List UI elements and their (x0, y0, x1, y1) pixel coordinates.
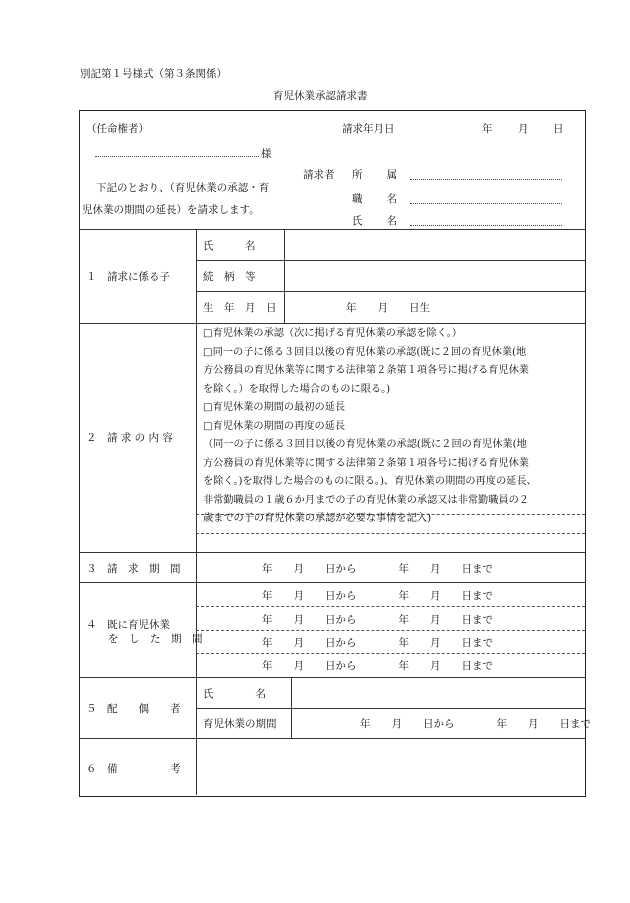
date-year: 年 (482, 123, 493, 135)
divider (79, 229, 585, 230)
appointer-label: （任命権者） (86, 123, 149, 135)
content-line: □同一の子に係る３回目以後の育児休業の承認(既に２回の育児休業(地 (203, 346, 527, 358)
requester-label: 請求者 (303, 169, 335, 181)
name-line (410, 225, 562, 226)
entry-line (196, 653, 585, 654)
affiliation-line (410, 179, 562, 180)
request-content (203, 325, 537, 529)
section1-label: １ 請求に係る子 (86, 271, 170, 283)
addressee-line (95, 156, 259, 157)
name-label: 氏 名 (352, 215, 398, 227)
divider (79, 738, 585, 739)
divider (196, 708, 585, 709)
form-number-label: 別記第１号様式（第３条関係） (80, 68, 227, 80)
content-line: □育児休業の期間の最初の延長 (203, 402, 346, 413)
past-period-row: 年 月 日から 年 月 日まで (262, 614, 493, 626)
spouse-period-label: 育児休業の期間 (203, 718, 277, 730)
column-divider (196, 229, 197, 795)
affiliation-label: 所 属 (352, 169, 398, 181)
divider (196, 260, 585, 261)
content-line: 方公務員の育児休業等に関する法律第２条第１項各号に掲げる育児休業 (203, 365, 529, 376)
divider (79, 323, 585, 324)
content-line: □育児休業の承認（次に掲げる育児休業の承認を除く。） (203, 328, 463, 339)
child-name-label: 氏 名 (203, 240, 256, 252)
past-period-row: 年 月 日から 年 月 日まで (262, 660, 493, 672)
section4-label-line2: を し た 期 間 (108, 633, 203, 645)
date-day: 日 (553, 123, 564, 135)
divider (79, 677, 585, 678)
section4-label-line1: ４ 既に育児休業 (86, 619, 170, 631)
request-date-label: 請求年月日 (342, 123, 395, 135)
date-month: 月 (518, 123, 529, 135)
content-line: 方公務員の育児休業等に関する法律第２条第１項各号に掲げる育児休業 (203, 457, 529, 469)
request-body-line2: 児休業の期間の延長）を請求します。 (82, 204, 260, 216)
column-divider (291, 677, 292, 738)
spouse-name-label: 氏 名 (203, 688, 266, 700)
divider (79, 552, 585, 553)
content-line: 歳までの子の育児休業の承認が必要な事情を記入) (203, 513, 432, 524)
entry-line (196, 606, 585, 607)
entry-line (196, 630, 585, 631)
column-divider (284, 229, 285, 323)
content-line: □育児休業の期間の再度の延長 (203, 420, 346, 432)
past-period-row: 年 月 日から 年 月 日まで (262, 590, 493, 602)
request-body-line1: 下記のとおり、（育児休業の承認・育 (96, 182, 270, 194)
section5-label: ５ 配 偶 者 (86, 703, 181, 715)
section6-label: ６ 備 考 (86, 763, 181, 775)
section2-label: ２ 請 求 の 内 容 (86, 432, 173, 444)
content-line: を除く。)を取得した場合のものに限る。)、育児休業の期間の再度の延長、 (203, 476, 537, 487)
past-period-row: 年 月 日から 年 月 日まで (262, 637, 493, 649)
entry-line (196, 533, 585, 534)
spouse-period-value: 年 月 日から 年 月 日まで (360, 718, 591, 730)
position-line (410, 203, 562, 204)
content-line: （同一の子に係る３回目以後の育児休業の承認(既に２回の育児休業(地 (203, 439, 527, 450)
position-label: 職 名 (352, 193, 398, 205)
child-relation-label: 続 柄 等 (203, 271, 256, 283)
child-birth-label: 生 年 月 日 (203, 302, 277, 314)
divider (79, 582, 585, 583)
request-period: 年 月 日から 年 月 日まで (262, 563, 493, 575)
divider (196, 291, 585, 292)
form-title: 育児休業承認請求書 (273, 90, 368, 102)
sama-label: 様 (261, 148, 272, 160)
content-line: 非常勤職員の１歳６か月までの子の育児休業の承認又は非常勤職員の２ (203, 494, 529, 506)
child-birth-value: 年 月 日生 (346, 302, 430, 314)
section3-label: ３ 請 求 期 間 (86, 563, 181, 575)
content-line: を除く。）を取得した場合のものに限る。) (203, 383, 391, 395)
